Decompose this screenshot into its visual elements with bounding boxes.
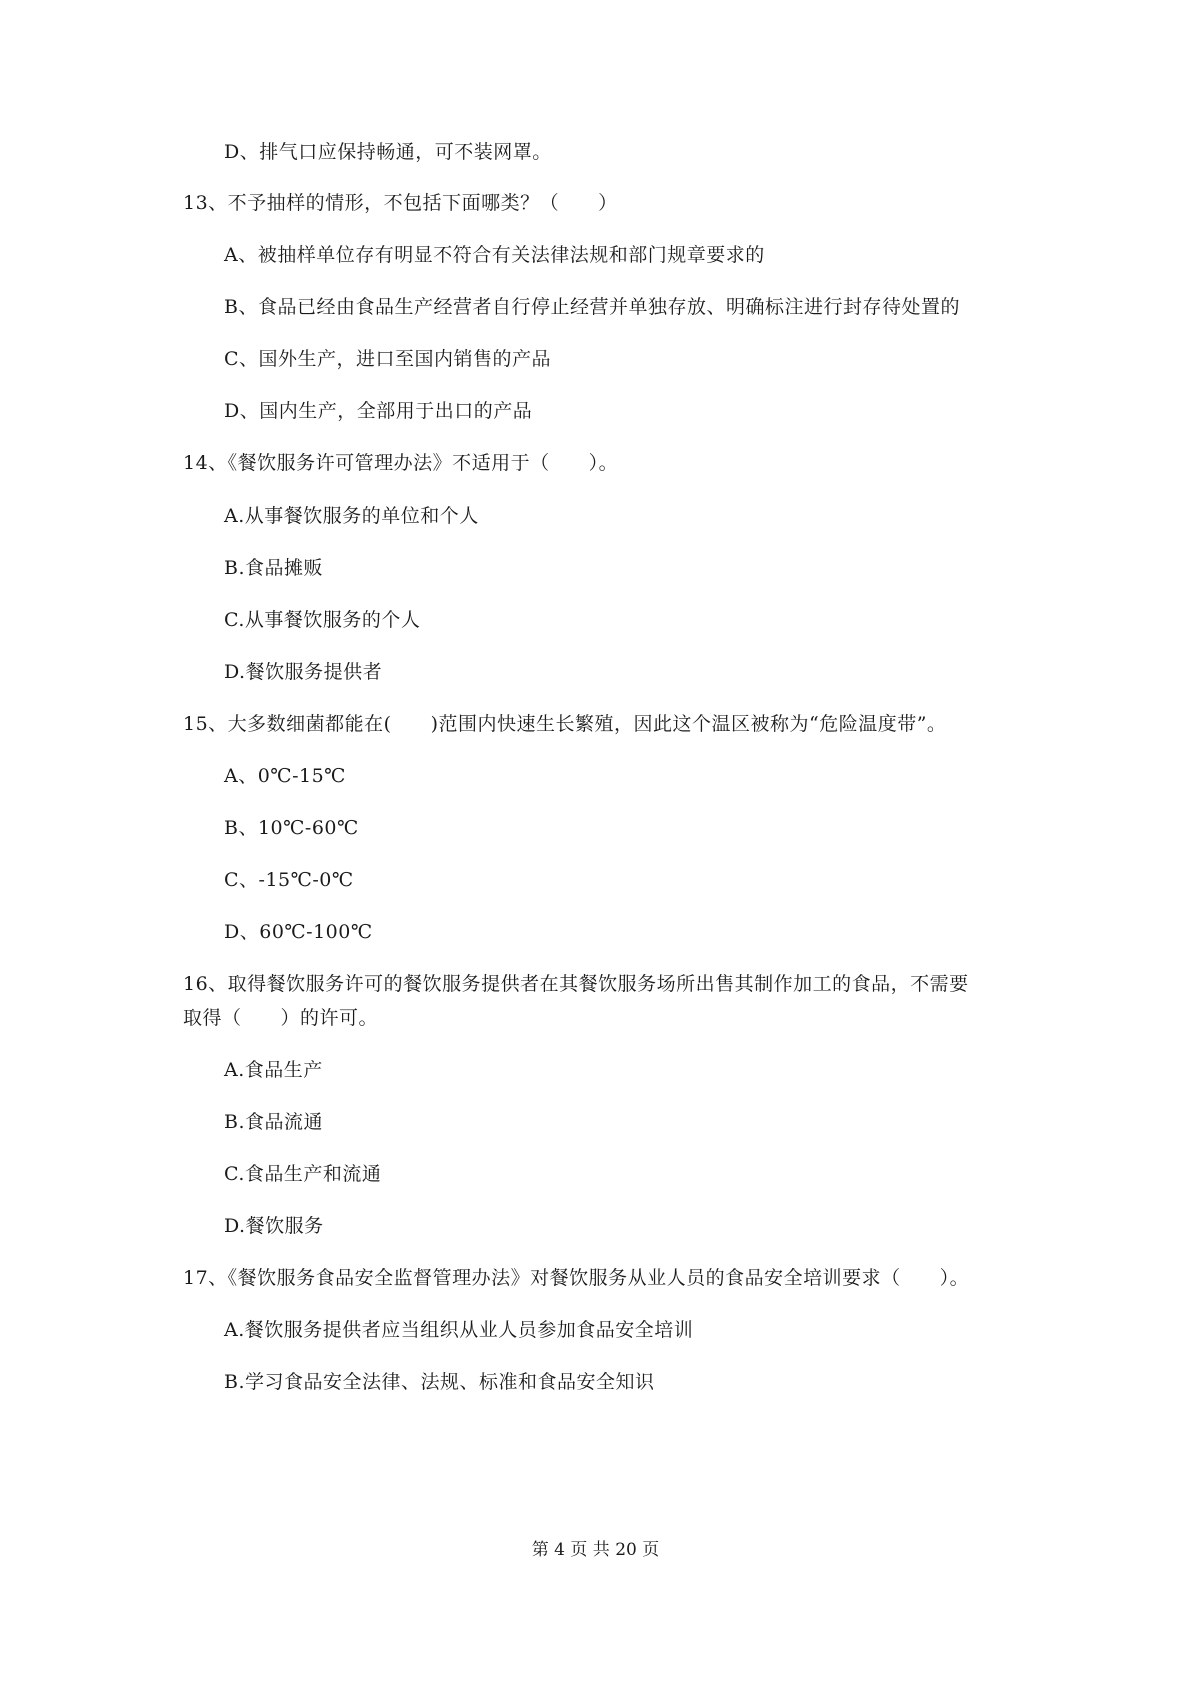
option-15-b: B、10℃-60℃: [224, 817, 359, 839]
option-16-b: B.食品流通: [224, 1111, 324, 1133]
question-15: 15、大多数细菌都能在( )范围内快速生长繁殖，因此这个温区被称为“危险温度带”。: [183, 713, 947, 735]
option-17-b: B.学习食品安全法律、法规、标准和食品安全知识: [224, 1371, 655, 1393]
option-13-a: A、被抽样单位存有明显不符合有关法律法规和部门规章要求的: [224, 244, 765, 266]
option-14-a: A.从事餐饮服务的单位和个人: [224, 505, 479, 527]
question-17: 17、《餐饮服务食品安全监督管理办法》对餐饮服务从业人员的食品安全培训要求（ ）。: [183, 1267, 970, 1289]
page-number-footer: 第 4 页 共 20 页: [531, 1540, 660, 1560]
option-16-c: C.食品生产和流通: [224, 1163, 382, 1185]
question-16-cont: 取得（ ）的许可。: [183, 1007, 379, 1029]
option-12-d: D、排气口应保持畅通，可不装网罩。: [224, 141, 552, 163]
option-14-d: D.餐饮服务提供者: [224, 661, 383, 683]
question-16: 16、取得餐饮服务许可的餐饮服务提供者在其餐饮服务场所出售其制作加工的食品，不需要: [183, 973, 969, 995]
option-15-a: A、0℃-15℃: [224, 765, 346, 787]
option-15-c: C、-15℃-0℃: [224, 869, 354, 891]
option-14-c: C.从事餐饮服务的个人: [224, 609, 421, 631]
option-16-a: A.食品生产: [224, 1059, 323, 1081]
option-17-a: A.餐饮服务提供者应当组织从业人员参加食品安全培训: [224, 1319, 694, 1341]
option-16-d: D.餐饮服务: [224, 1215, 324, 1237]
option-13-c: C、国外生产，进口至国内销售的产品: [224, 348, 552, 370]
option-13-d: D、国内生产，全部用于出口的产品: [224, 400, 533, 422]
option-14-b: B.食品摊贩: [224, 557, 324, 579]
option-13-b: B、食品已经由食品生产经营者自行停止经营并单独存放、明确标注进行封存待处置的: [224, 296, 960, 318]
question-13: 13、不予抽样的情形，不包括下面哪类？（ ）: [183, 192, 618, 214]
question-14: 14、《餐饮服务许可管理办法》不适用于（ ）。: [183, 452, 619, 474]
option-15-d: D、60℃-100℃: [224, 921, 373, 943]
